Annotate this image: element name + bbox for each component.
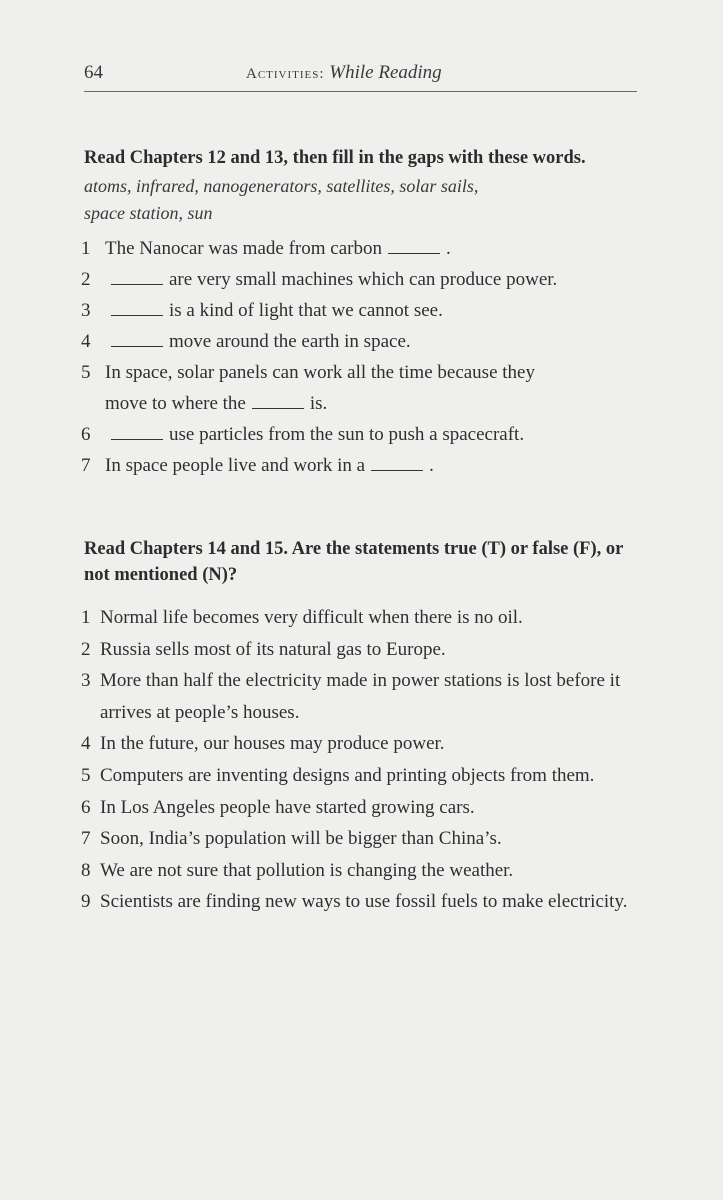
running-head-title: While Reading [329, 62, 442, 83]
item-number: 2 [81, 638, 91, 660]
statement-text: Normal life becomes very difficult when there is no oil. [100, 607, 523, 628]
list-item [81, 728, 644, 760]
list-item [81, 792, 644, 824]
item-text: are very small machines which can produce power. [169, 269, 558, 290]
answer-blank[interactable] [388, 235, 440, 254]
item-number: 3 [81, 670, 91, 692]
list-item [81, 886, 644, 918]
list-item [81, 264, 644, 295]
list-item [81, 760, 644, 792]
list-item [81, 855, 644, 887]
gap-fill-exercise [81, 145, 644, 481]
list-item [81, 295, 644, 326]
answer-blank[interactable] [111, 266, 163, 285]
item-number: 7 [81, 455, 91, 476]
statement-text: In the future, our houses may produce power. [100, 733, 445, 755]
list-item [81, 450, 644, 481]
item-text: is. [309, 393, 328, 414]
item-number: 2 [81, 269, 91, 290]
statement-text: More than half the electricity made in power stations is lost before it arrives at people’s houses. [100, 670, 621, 723]
item-text: move to where the [105, 393, 246, 414]
page-header [84, 60, 637, 94]
exercise-instruction: Read Chapters 12 and 13, then fill in the gaps with these words. [84, 148, 586, 168]
gap-fill-list [81, 233, 644, 481]
item-number: 4 [81, 331, 91, 352]
item-text: . [445, 238, 451, 259]
statement-text: Soon, India’s population will be bigger than China’s. [100, 828, 502, 850]
exercise-instruction: Read Chapters 14 and 15. Are the statements true (T) or false (F), or not mentioned (N)? [84, 539, 623, 585]
list-item [81, 357, 644, 419]
item-number: 6 [81, 796, 91, 818]
item-text: In space people live and work in a [105, 455, 366, 476]
item-number: 4 [81, 733, 91, 755]
word-bank [84, 173, 644, 227]
item-text: . [429, 455, 434, 476]
item-number: 8 [81, 859, 91, 881]
list-item [81, 419, 644, 450]
item-number: 3 [81, 300, 91, 321]
list-item [81, 665, 644, 728]
page-number: 64 [84, 62, 103, 83]
item-number: 9 [81, 891, 91, 913]
statement-text: In Los Angeles people have started growing cars. [100, 796, 475, 818]
statement-list [81, 602, 644, 918]
statement-text: Scientists are finding new ways to use fossil fuels to make electricity. [100, 891, 628, 913]
running-head [246, 62, 442, 84]
list-item [81, 634, 644, 666]
item-text: is a kind of light that we cannot see. [169, 300, 443, 321]
statement-text: Russia sells most of its natural gas to Europe. [100, 638, 446, 660]
answer-blank[interactable] [111, 421, 163, 440]
statement-text: We are not sure that pollution is changing the weather. [100, 859, 514, 881]
item-number: 1 [81, 607, 91, 628]
item-text: use particles from the sun to push a spacecraft. [169, 424, 525, 445]
header-rule [84, 91, 637, 92]
list-item [81, 823, 644, 855]
word-bank-line: space station, sun [84, 203, 213, 223]
item-number: 1 [81, 238, 91, 259]
item-number: 5 [81, 764, 91, 786]
true-false-exercise [81, 536, 644, 918]
answer-blank[interactable] [111, 297, 163, 316]
item-number: 7 [81, 828, 91, 850]
list-item [81, 326, 644, 357]
statement-text: Computers are inventing designs and printing objects from them. [100, 764, 595, 786]
item-number: 6 [81, 424, 91, 445]
answer-blank[interactable] [252, 390, 304, 409]
answer-blank[interactable] [371, 452, 423, 471]
item-text: move around the earth in space. [169, 331, 411, 352]
item-text: The Nanocar was made from carbon [105, 238, 382, 259]
word-bank-line: atoms, infrared, nanogenerators, satellites, solar sails, [84, 176, 479, 196]
list-item [81, 233, 644, 264]
answer-blank[interactable] [111, 328, 163, 347]
item-number: 5 [81, 362, 91, 383]
running-head-label: Activities: [246, 66, 325, 82]
item-text: In space, solar panels can work all the time because they [105, 362, 535, 383]
list-item [81, 602, 644, 634]
